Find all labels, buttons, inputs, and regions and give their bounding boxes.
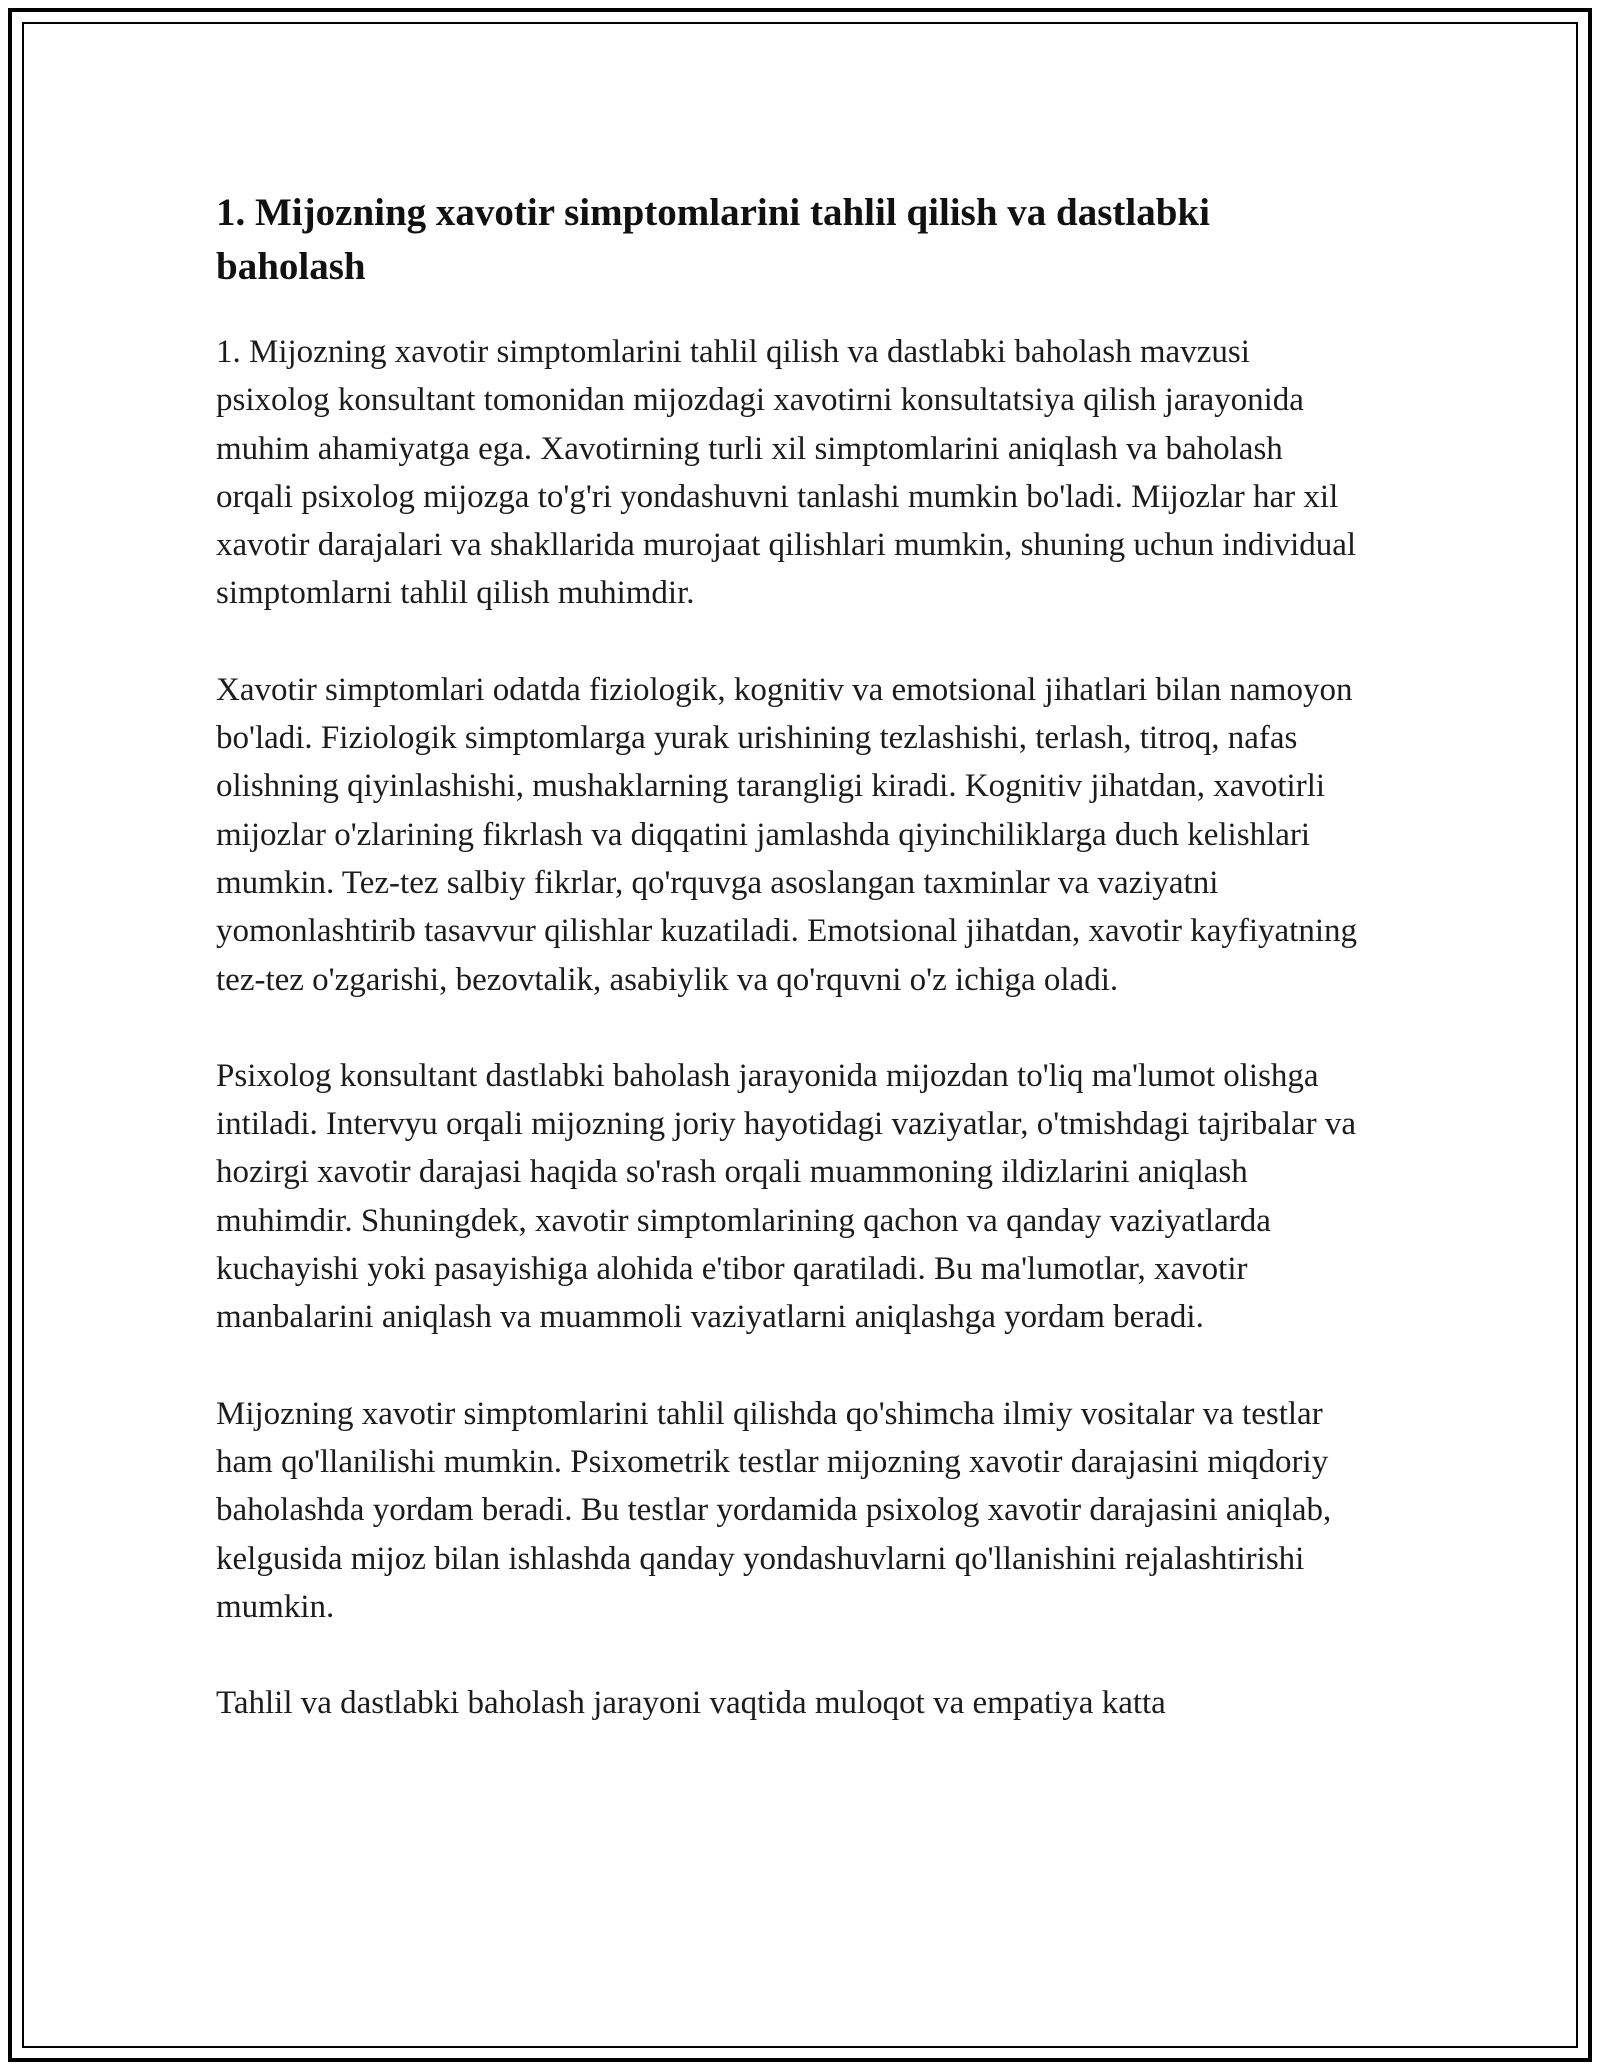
section-heading: 1. Mijozning xavotir simptomlarini tahlil qilish va dastlabki baholash bbox=[216, 191, 1210, 288]
paragraph-psychometric-tests: Mijozning xavotir simptomlarini tahlil qilishda qo'shimcha ilmiy vositalar va testlar ham qo'llanilishi mumkin. Psixometrik testlar mijozning xavotir darajasini miqdoriy baholashda yordam beradi. Bu testlar yordamida psixolog xavotir darajasini aniqlab, kelgusida mijoz bilan ishlashda qanday yondashuvlarni qo'llanishini rejalashtirishi mumkin. bbox=[216, 1395, 1332, 1625]
document-content bbox=[216, 186, 1366, 1775]
paragraph-initial-assessment: Psixolog konsultant dastlabki baholash jarayonida mijozdan to'liq ma'lumot olishga intiladi. Intervyu orqali mijozning joriy hayotidagi vaziyatlar, o'tmishdagi tajribalar va hozirgi xavotir darajasi haqida so'rash orqali muammoning ildizlarini aniqlash muhimdir. Shuningdek, xavotir simptomlarining qachon va qanday vaziyatlarda kuchayishi yoki pasayishiga alohida e'tibor qaratiladi. Bu ma'lumotlar, xavotir manbalarini aniqlash va muammoli vaziyatlarni aniqlashga yordam beradi. bbox=[216, 1057, 1357, 1336]
paragraph-symptoms: Xavotir simptomlari odatda fiziologik, kognitiv va emotsional jihatlari bilan namoyon bo'ladi. Fiziologik simptomlarga yurak urishining tezlashishi, terlash, titroq, nafas olishning qiyinlashishi, mushaklarning tarangligi kiradi. Kognitiv jihatdan, xavotirli mijozlar o'zlarining fikrlash va diqqatini jamlashda qiyinchiliklarga duch kelishlari mumkin. Tez-tez salbiy fikrlar, qo'rquvga asoslangan taxminlar va vaziyatni yomonlashtirib tasavvur qilishlar kuzatiladi. Emotsional jihatdan, xavotir kayfiyatning tez-tez o'zgarishi, bezovtalik, asabiylik va qo'rquvni o'z ichiga oladi. bbox=[216, 671, 1358, 998]
paragraph-intro: 1. Mijozning xavotir simptomlarini tahlil qilish va dastlabki baholash mavzusi psixolog konsultant tomonidan mijozdagi xavotirni konsultatsiya qilish jarayonida muhim ahamiyatga ega. Xavotirning turli xil simptomlarini aniqlash va baholash orqali psixolog mijozga to'g'ri yondashuvni tanlashi mumkin bo'ladi. Mijozlar har xil xavotir darajalari va shakllarida murojaat qilishlari mumkin, shuning uchun individual simptomlarni tahlil qilish muhimdir. bbox=[216, 334, 1357, 612]
paragraph-communication: Tahlil va dastlabki baholash jarayoni vaqtida muloqot va empatiya katta bbox=[216, 1685, 1166, 1722]
